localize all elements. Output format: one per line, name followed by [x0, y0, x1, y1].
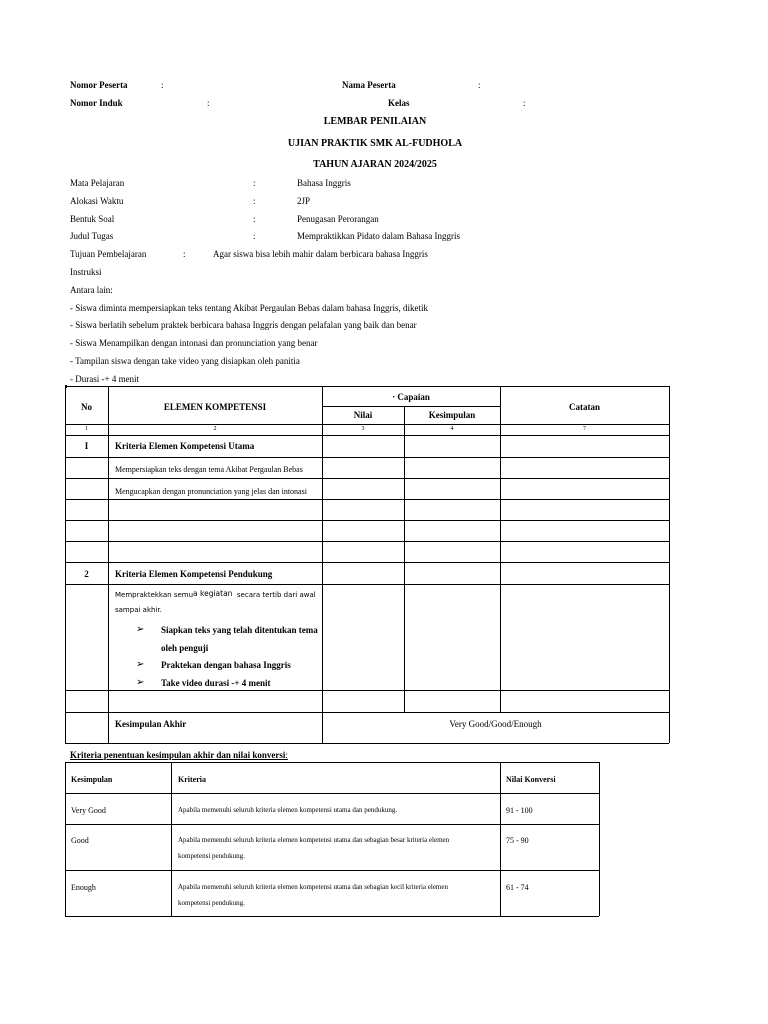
- kriteria-title-colon: :: [285, 750, 288, 760]
- header-elemen-kompetensi: ELEMEN KOMPETENSI: [163, 402, 267, 412]
- column-number: 3: [361, 426, 365, 432]
- info-value-bentuk-soal: Penugasan Perorangan: [297, 214, 379, 224]
- bullet-arrow-icon: ➢: [136, 659, 145, 670]
- section-2-description: [115, 590, 316, 599]
- header-capaian: · Capaian: [392, 392, 430, 402]
- instruksi-item: - Tampilan siswa dengan take video yang disiapkan oleh panitia: [70, 356, 300, 366]
- kriteria-row-kriteria: Apabila memenuhi seluruh kriteria elemen kompetensi utama dan sebagian kecil kriteria elemen: [178, 883, 448, 891]
- section-1-item: Mengucapkan dengan pronunciation yang jelas dan intonasi: [115, 487, 307, 496]
- instruksi-item: - Siswa Menampilkan dengan intonasi dan pronunciation yang benar: [70, 338, 318, 348]
- kriteria-row-kriteria: Apabila memenuhi seluruh kriteria elemen kompetensi utama dan sebagian besar kriteria elemen: [178, 836, 450, 844]
- section-2-bullet-continued: oleh penguji: [161, 643, 209, 653]
- nomor-peserta-label: Nomor Peserta: [70, 80, 128, 90]
- section-2-desc-part: Mempraktekkan semu: [115, 591, 194, 599]
- header-nilai: Nilai: [353, 410, 373, 420]
- kriteria-row-kriteria-continued: kompetensi pendukung.: [178, 899, 245, 907]
- colon: :: [253, 214, 256, 224]
- colon: :: [478, 80, 481, 90]
- nomor-induk-label: Nomor Induk: [70, 98, 123, 108]
- kriteria-row-nilai: 91 - 100: [506, 806, 533, 815]
- kelas-label: Kelas: [388, 98, 410, 108]
- kesimpulan-akhir-value: Very Good/Good/Enough: [449, 719, 542, 729]
- info-label-alokasi-waktu: Alokasi Waktu: [70, 196, 124, 206]
- info-label-mata-pelajaran: Mata Pelajaran: [70, 178, 125, 188]
- instruksi-label: Instruksi: [70, 267, 102, 277]
- bullet-arrow-icon: ➢: [136, 624, 145, 635]
- section-2-bullet: Praktekan dengan bahasa Inggris: [161, 660, 291, 670]
- colon: :: [253, 196, 256, 206]
- section-2-title: Kriteria Elemen Kompetensi Pendukung: [115, 569, 273, 579]
- column-number: 7: [583, 426, 586, 432]
- info-label-bentuk-soal: Bentuk Soal: [70, 214, 115, 224]
- kesimpulan-akhir-label: Kesimpulan Akhir: [115, 719, 187, 729]
- title-lembar-penilaian: LEMBAR PENILAIAN: [323, 116, 427, 127]
- colon: :: [253, 178, 256, 188]
- section-1-number: I: [84, 441, 89, 451]
- kriteria-row-kriteria-continued: kompetensi pendukung.: [178, 852, 245, 860]
- instruksi-item: - Siswa berlatih sebelum praktek berbicara bahasa Inggris dengan pelafalan yang baik dan benar: [70, 320, 417, 330]
- header-kesimpulan: Kesimpulan: [428, 410, 476, 420]
- tujuan-label: Tujuan Pembelajaran: [70, 249, 147, 259]
- kriteria-row-kriteria: Apabila memenuhi seluruh kriteria elemen kompetensi utama dan pendukung.: [178, 806, 398, 814]
- header-catatan: Catatan: [569, 402, 600, 412]
- kriteria-row-nilai: 75 - 90: [506, 836, 529, 845]
- section-2-desc-part: secara tertib dari awal: [236, 591, 316, 599]
- section-1-item: Mempersiapkan teks dengan tema Akibat Pergaulan Bebas: [115, 465, 303, 474]
- section-2-desc-part: a kegiatan: [193, 589, 233, 598]
- colon: :: [207, 98, 210, 108]
- header-no: No: [81, 402, 92, 412]
- instruksi-antara: Antara lain:: [70, 285, 113, 295]
- instruksi-item: - Durasi -+ 4 menit: [70, 374, 140, 384]
- instruksi-item: - Siswa diminta mempersiapkan teks tentang Akibat Pergaulan Bebas dalam bahasa Inggris, diketik: [70, 303, 429, 313]
- column-number: 1: [85, 426, 88, 432]
- kriteria-header-nilai-konversi: Nilai Konversi: [506, 775, 556, 784]
- column-number: 2: [213, 426, 217, 432]
- section-2-bullet: Take video durasi -+ 4 menit: [161, 678, 271, 688]
- kriteria-header-kesimpulan: Kesimpulan: [71, 775, 113, 784]
- kriteria-row-nilai: 61 - 74: [506, 883, 529, 892]
- section-2-number: 2: [84, 569, 89, 579]
- kriteria-header-kriteria: Kriteria: [178, 775, 206, 784]
- section-2-bullet: Siapkan teks yang telah ditentukan tema: [161, 625, 318, 635]
- colon: :: [183, 249, 186, 259]
- kriteria-title: [70, 750, 288, 760]
- kriteria-title-text: Kriteria penentuan kesimpulan akhir dan nilai konversi: [70, 750, 286, 760]
- tujuan-value: Agar siswa bisa lebih mahir dalam berbicara bahasa Inggris: [213, 249, 428, 259]
- bullet-arrow-icon: ➢: [136, 677, 145, 688]
- colon: :: [253, 231, 256, 241]
- column-number: 4: [450, 426, 454, 432]
- nama-peserta-label: Nama Peserta: [342, 80, 396, 90]
- colon: :: [523, 98, 526, 108]
- info-value-judul-tugas: Mempraktikkan Pidato dalam Bahasa Inggris: [297, 231, 460, 241]
- info-label-judul-tugas: Judul Tugas: [70, 231, 114, 241]
- kriteria-row-kesimpulan: Good: [71, 836, 89, 845]
- kriteria-row-kesimpulan: Very Good: [71, 806, 106, 815]
- info-value-alokasi-waktu: 2JP: [297, 196, 311, 206]
- colon: :: [161, 80, 164, 90]
- section-2-desc-part: sampai akhir.: [115, 606, 162, 614]
- kriteria-row-kesimpulan: Enough: [71, 883, 96, 892]
- section-1-title: Kriteria Elemen Kompetensi Utama: [115, 441, 255, 451]
- title-tahun-ajaran: TAHUN AJARAN 2024/2025: [313, 159, 437, 170]
- info-value-mata-pelajaran: Bahasa Inggris: [297, 178, 351, 188]
- title-ujian-praktik: UJIAN PRAKTIK SMK AL-FUDHOLA: [287, 138, 463, 149]
